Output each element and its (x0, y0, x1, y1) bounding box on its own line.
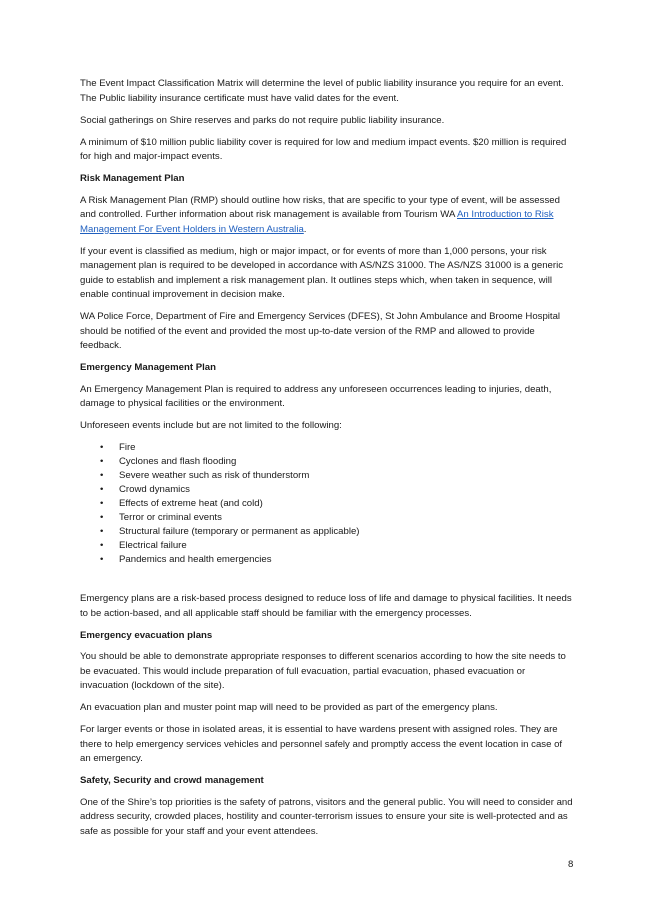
insurance-paragraph-3: A minimum of $10 million public liability cover is required for low and medium impact events. $20 million is required for high and major-impact events. (80, 136, 567, 162)
insurance-paragraph-2: Social gatherings on Shire reserves and parks do not require public liability insurance. (80, 114, 445, 126)
risk-management-paragraph-3: WA Police Force, Department of Fire and Emergency Services (DFES), St John Ambulance and Broome Hospital should be notified of the event and provided the most up-to-date version of the RMP and allowed to provide feedback. (80, 311, 561, 351)
evacuation-plans-heading: Emergency evacuation plans (80, 629, 213, 641)
unforeseen-events-list (80, 441, 575, 567)
bullet-icon: • (100, 470, 104, 481)
evacuation-paragraph-3: For larger events or those in isolated areas, it is essential to have wardens present with assigned roles. They are there to help emergency services vehicles and personnel safely and promptly access the event location in case of an emergency. (80, 724, 563, 764)
list-item: • Electrical failure (100, 540, 187, 551)
emergency-management-paragraph-2: Unforeseen events include but are not limited to the following: (80, 420, 342, 431)
safety-security-heading: Safety, Security and crowd management (80, 775, 264, 786)
emergency-management-heading: Emergency Management Plan (80, 362, 216, 373)
risk-management-heading: Risk Management Plan (80, 173, 185, 184)
list-item: • Severe weather such as risk of thunderstorm (100, 470, 310, 481)
safety-security-paragraph: One of the Shire’s top priorities is the safety of patrons, visitors and the general public. You will need to consider and address security, crowded places, hostility and counter-terrorism issues to ensure your site is well-protected and as safe as possible for your staff and your event attendees. (80, 796, 573, 837)
list-item: • Terror or criminal events (100, 512, 222, 523)
page-content (80, 77, 575, 847)
bullet-icon: • (100, 526, 104, 537)
risk-management-paragraph-2: If your event is classified as medium, high or major impact, or for events of more than 1,000 persons, your risk management plan is required to be developed in accordance with AS/NZS 31000. The AS/NZS 31000 is a generic guide to establish and implement a risk management plan. It outlines steps which, when taken in sequence, will enable continual improvement in decision make. (80, 245, 564, 300)
insurance-paragraph-1: The Event Impact Classification Matrix will determine the level of public liability insurance you require for an event. The Public liability insurance certificate must have valid dates for the event. (80, 78, 564, 104)
emergency-management-paragraph-1: An Emergency Management Plan is required to address any unforeseen occurrences leading to injuries, death, damage to physical facilities or the environment. (80, 383, 552, 409)
evacuation-paragraph-2: An evacuation plan and muster point map will need to be provided as part of the emergency plans. (80, 702, 498, 713)
bullet-icon: • (100, 456, 104, 467)
risk-intro-end: . (303, 223, 307, 235)
bullet-icon: • (100, 512, 104, 523)
bullet-icon: • (100, 484, 104, 495)
list-item: • Effects of extreme heat (and cold) (100, 498, 263, 509)
risk-management-paragraph-1 (80, 194, 575, 238)
list-item: • Fire (100, 442, 136, 453)
list-item: • Structural failure (temporary or permanent as applicable) (100, 526, 360, 537)
list-item: • Pandemics and health emergencies (100, 554, 272, 565)
list-item: • Cyclones and flash flooding (100, 456, 237, 467)
page-number: 8 (568, 859, 574, 870)
emergency-plans-paragraph: Emergency plans are a risk-based process designed to reduce loss of life and damage to physical facilities. It needs to be action-based, and all applicable staff should be familiar with the emergency processes. (80, 593, 572, 619)
bullet-icon: • (100, 554, 104, 565)
evacuation-paragraph-1: You should be able to demonstrate appropriate responses to different scenarios according to how the site needs to be evacuated. This would include preparation of full evacuation, partial evacuation, phased evacuation or invacuation (lockdown of the site). (80, 651, 566, 691)
bullet-icon: • (100, 498, 104, 509)
risk-management-guide-link[interactable]: An Introduction to Risk Management For Event Holders in Western Australia (80, 209, 554, 235)
bullet-icon: • (100, 540, 104, 551)
list-item: • Crowd dynamics (100, 484, 190, 495)
risk-intro-text: A Risk Management Plan (RMP) should outline how risks, that are specific to your type of event, will be assessed and controlled. Further information about risk management is available from Tourism WA (80, 194, 560, 220)
bullet-icon: • (100, 442, 104, 453)
